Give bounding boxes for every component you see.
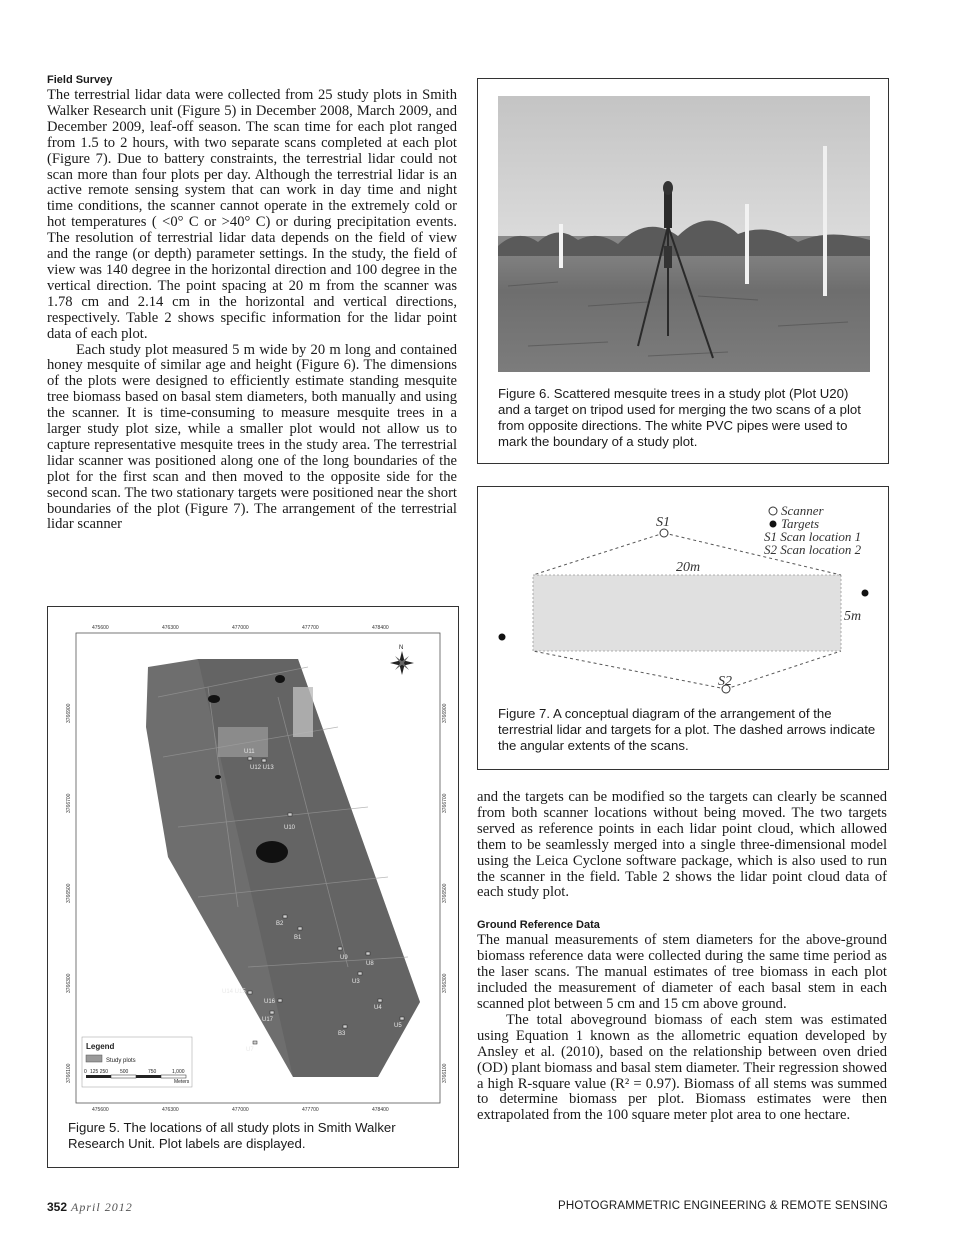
- x-tick-label: 477700: [302, 1107, 319, 1113]
- scale-label: 125 250: [90, 1069, 109, 1075]
- scanner-s1-icon: [660, 529, 668, 537]
- journal-title: PHOTOGRAMMETRIC ENGINEERING & REMOTE SENSING: [558, 1200, 888, 1212]
- legend-s2-label: S2 Scan location 2: [764, 542, 862, 557]
- left-column: [47, 74, 457, 533]
- paragraph: The terrestrial lidar data were collected from 25 study plots in Smith Walker Research unit (Figure 5) in December 2008, March 2009, and December 2009, leaf-off season. The scan time for each plot ranged from 1.5 to 2 hours, with two separate scans completed at each plot (Figure 7). Due to battery constraints, the terrestrial lidar could not scan more than four plots per day. Although the terrestrial lidar is an active remote sensing system that can work in day time and night time conditions, the scanner cannot operate in the extremely cold or hot temperatures ( <0° C or >40° C) or during precipitation events. The resolution of terrestrial lidar data depends on the field of view and the range (or depth) parameter settings. In the study, the field of view was 140 degree in the horizontal direction and 100 degree in the vertical direction. The point spacing at 20 m from the scanner was 1.78 cm and 2.14 cm in the horizontal and vertical directions, respectively. Table 2 shows specific information for the lidar point data of each plot.: [47, 87, 457, 342]
- x-tick-label: 478400: [372, 1107, 389, 1113]
- field-photo-image: [498, 96, 870, 372]
- y-tick-label: 3766900: [66, 703, 72, 723]
- legend-item: Study plots: [106, 1058, 136, 1064]
- plot-label: U5: [394, 1023, 402, 1029]
- legend-scanner-icon: [769, 507, 777, 515]
- plot-label: U11: [244, 749, 255, 755]
- plot-label: U12 U13: [250, 765, 274, 771]
- scale-label: 750: [148, 1069, 157, 1075]
- x-tick-label: 476300: [162, 625, 179, 631]
- plot-rectangle: [533, 575, 841, 651]
- plot-label: U17: [262, 1017, 274, 1023]
- issue-date: April 2012: [71, 1200, 133, 1214]
- legend-target-icon: [770, 521, 777, 528]
- right-column: [477, 790, 887, 1124]
- figure-7: [477, 486, 889, 770]
- x-tick-label: 477700: [302, 625, 319, 631]
- width-label: 5m: [844, 609, 862, 624]
- plot-label: U9: [340, 955, 348, 961]
- plot-label: B2: [276, 921, 284, 927]
- y-tick-label: 3766100: [66, 1063, 72, 1083]
- plot-label: U16: [264, 999, 276, 1005]
- x-tick-label: 475600: [92, 1107, 109, 1113]
- scale-label: 0: [84, 1069, 87, 1075]
- plot-label: B1: [294, 935, 302, 941]
- x-tick-label: 476300: [162, 1107, 179, 1113]
- target-right-icon: [862, 590, 869, 597]
- y-tick-label: 3766500: [66, 883, 72, 903]
- scale-label: 500: [120, 1069, 129, 1075]
- y-tick-label: 3766500: [442, 883, 448, 903]
- s1-label: S1: [656, 515, 670, 530]
- length-label: 20m: [676, 560, 701, 575]
- paragraph: Each study plot measured 5 m wide by 20 m long and contained honey mesquite of similar age and height (Figure 6). The dimensions of the plots were designed to efficiently estimate standing mesquite tree biomass based on basal stem diameters, both manually and using the scanner. It is time-consuming to measure mesquite trees in a larger study plot size, while a smaller plot would not allow us to capture representative mesquite trees in the study area. The terrestrial lidar scanner was positioned along one of the long boundaries of the plot for the first scan and then moved to the opposite side for the second scan. The two stationary targets were positioned near the short boundaries of the plot (Figure 7). The arrangement of the terrestrial lidar scanner: [47, 341, 457, 533]
- plot-label: U10: [284, 825, 296, 831]
- plot-label: U8: [366, 961, 374, 967]
- x-tick-label: 477000: [232, 1107, 249, 1113]
- figure-6: [477, 78, 889, 464]
- paragraph: and the targets can be modified so the targets can clearly be scanned from both scanner locations without being moved. The two targets served as reference points in each lidar point cloud, which allowed them to be seamlessly merged into a single three-dimensional model using the Leica Cyclone software package, which is also used to run the scanner in the field. Table 2 shows the lidar point cloud data of each study plot.: [477, 789, 887, 901]
- paragraph: The manual measurements of stem diameters for the above-ground biomass reference data were collected during the same time period as the laser scans. The manual estimates of tree biomass in each plot included the measurement of diameter of each basal stem in each scanned plot between 5 cm and 15 cm above ground.: [477, 932, 887, 1012]
- field-photo: [498, 96, 870, 372]
- y-tick-label: 3766700: [442, 793, 448, 813]
- legend-scanner-label: Scanner: [781, 503, 824, 518]
- plot-label: B3: [338, 1031, 346, 1037]
- plot-label: U7: [246, 1047, 254, 1053]
- footer-left: [47, 1200, 133, 1215]
- paragraph: The total aboveground biomass of each stem was estimated using Equation 1 known as the allometric equation developed by Ansley et al. (2010), based on the relationship between oven dried (OD) plant biomass and basal stem diameter. Their regression showed a high R-square value (R² = 0.97). Biomass of all stems was summed to determine biomass per plot. Biomass estimates were then extrapolated from the 100 square meter plot area to one hectare.: [477, 1011, 887, 1124]
- plot-arrangement-diagram: [478, 487, 888, 701]
- legend-title: Legend: [86, 1042, 115, 1051]
- scale-unit: Meters: [174, 1079, 190, 1085]
- plot-label: U14 U15: [222, 989, 246, 995]
- legend-targets-label: Targets: [781, 516, 820, 531]
- legend-s1-label: S1 Scan location 1: [764, 529, 862, 544]
- section-heading-field-survey: Field Survey: [47, 74, 113, 86]
- target-left-icon: [499, 634, 506, 641]
- x-tick-label: 475600: [92, 625, 109, 631]
- y-tick-label: 3766300: [66, 973, 72, 993]
- y-tick-label: 3766100: [442, 1063, 448, 1083]
- section-heading-ground-reference: Ground Reference Data: [477, 919, 600, 932]
- scale-label: 1,000: [172, 1069, 185, 1075]
- legend-swatch: [86, 1055, 102, 1062]
- scale-bar: [86, 1075, 186, 1078]
- figure-7-caption: Figure 7. A conceptual diagram of the arrangement of the terrestrial lidar and targets for a plot. The dashed arrows indicate the angular extents of the scans.: [498, 706, 876, 753]
- x-tick-label: 478400: [372, 625, 389, 631]
- plot-label: U3: [352, 979, 360, 985]
- y-tick-label: 3766300: [442, 973, 448, 993]
- x-tick-label: 477000: [232, 625, 249, 631]
- figure-5: [47, 606, 459, 1168]
- page-number: 352: [47, 1200, 68, 1214]
- s2-label: S2: [718, 674, 732, 689]
- figure-5-caption: Figure 5. The locations of all study plots in Smith Walker Research Unit. Plot labels are displayed.: [68, 1120, 396, 1151]
- y-tick-label: 3766700: [66, 793, 72, 813]
- y-tick-label: 3766900: [442, 703, 448, 723]
- figure-6-caption: Figure 6. Scattered mesquite trees in a study plot (Plot U20) and a target on tripod used for merging the two scans of a plot from opposite directions. The white PVC pipes were used to mark the boundary of a study plot.: [498, 386, 861, 449]
- north-label: N: [399, 645, 404, 651]
- plot-label: U4: [374, 1005, 382, 1011]
- study-area-map: [48, 607, 458, 1117]
